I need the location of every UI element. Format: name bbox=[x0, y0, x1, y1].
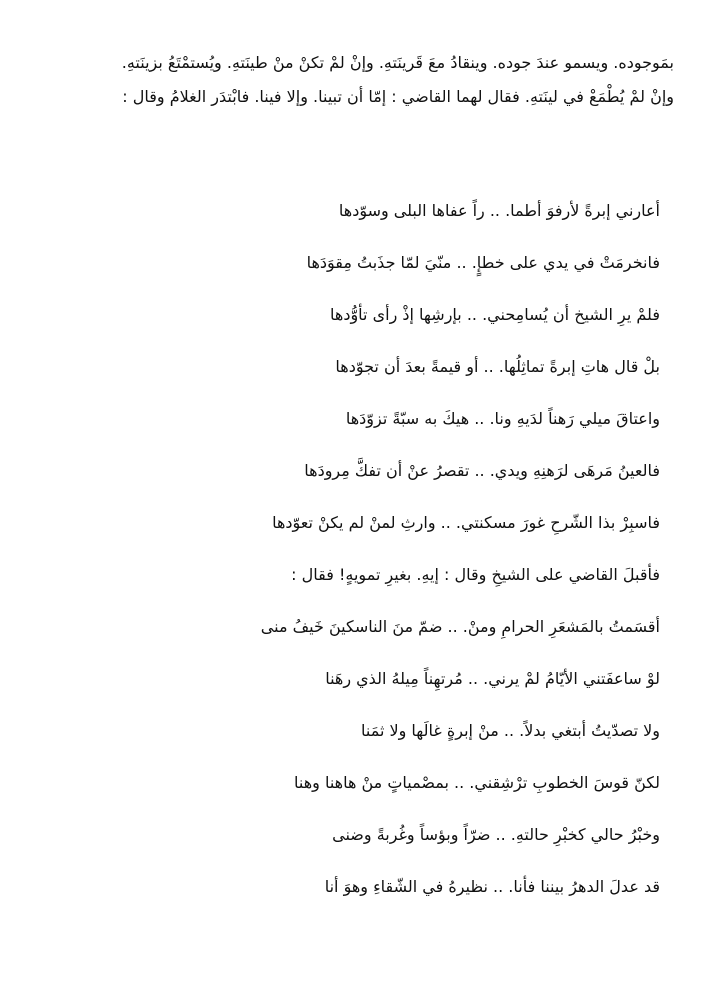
poem-verse: ولا تصدّيتُ أبتغي بدلاً. .. منْ إبرةٍ غالَها ولا ثمَنا bbox=[360, 721, 660, 740]
intro-line: وإنْ لمْ يُطْمَعْ في لينَتهِ. فقال لهما القاضي : إمّا أن تبينا. وإلا فينا. فابْتدَر الغلامُ وقال : bbox=[122, 87, 674, 106]
poem-verse: فانخرمَتْ في يدي على خطإٍ. .. منّيَ لمّا جذَبتُ مِقوَدَها bbox=[306, 253, 660, 272]
poem-verse: بلْ قال هاتِ إبرةً تماثِلُها. .. أو قيمةً بعدَ أن تجوّدها bbox=[335, 357, 660, 376]
poem-verse: فاسبِرْ بذا الشّرحِ غورَ مسكنتي. .. وارثِ لمنْ لم يكنْ تعوّدها bbox=[272, 513, 660, 532]
poem-verse: قد عدلَ الدهرُ بيننا فأنا. .. نظيرهُ في الشّقاءِ وهوَ أنا bbox=[324, 877, 660, 896]
intro-paragraph bbox=[34, 46, 674, 114]
poem-verse: لكنّ قوسَ الخطوبِ ترْشِقني. .. بمصْمياتٍ منْ هاهنا وهنا bbox=[294, 773, 660, 792]
poem-verse: أعارني إبرةً لأرفوَ أطما. .. راً عفاها البلى وسوّدها bbox=[338, 201, 660, 220]
poem-verse: فلمْ يرِ الشيخ أن يُسامِحني. .. بإرشِها إذْ رأى تأوُّدها bbox=[330, 305, 660, 324]
poem-verse: أقسَمتُ بالمَشعَرِ الحرامِ ومنْ. .. ضمّ منَ الناسكينَ خَيفُ منى bbox=[260, 617, 660, 636]
poem bbox=[160, 194, 660, 922]
narration-line: فأقبلَ القاضي على الشيخِ وقال : إيهِ. بغيرِ تمويهٍ! فقال : bbox=[291, 565, 660, 584]
poem-verse: فالعينُ مَرهَى لرَهنِهِ ويدي. .. تقصرُ عنْ أن تفكَّ مِرودَها bbox=[304, 461, 660, 480]
poem-verse: لوْ ساعفَتني الأيّامُ لمْ يرني. .. مُرتهِناً مِيلهُ الذي رهَنا bbox=[325, 669, 660, 688]
intro-line: بمَوجوده. ويسمو عندَ جوده. وينقادُ معَ قَرينَتهِ. وإنْ لمْ تكنْ منْ طينَتهِ. ويُستمْتَعُ بزينَتهِ. bbox=[121, 53, 674, 72]
poem-verse: وخبْرُ حالي كخبْرِ حالتهِ. .. ضرّاً وبؤساً وغُربةً وضنى bbox=[332, 825, 660, 844]
poem-verse: واعتاقَ ميلي رَهناً لدَيهِ ونا. .. هيكَ به سبّةً تزوّدَها bbox=[345, 409, 660, 428]
